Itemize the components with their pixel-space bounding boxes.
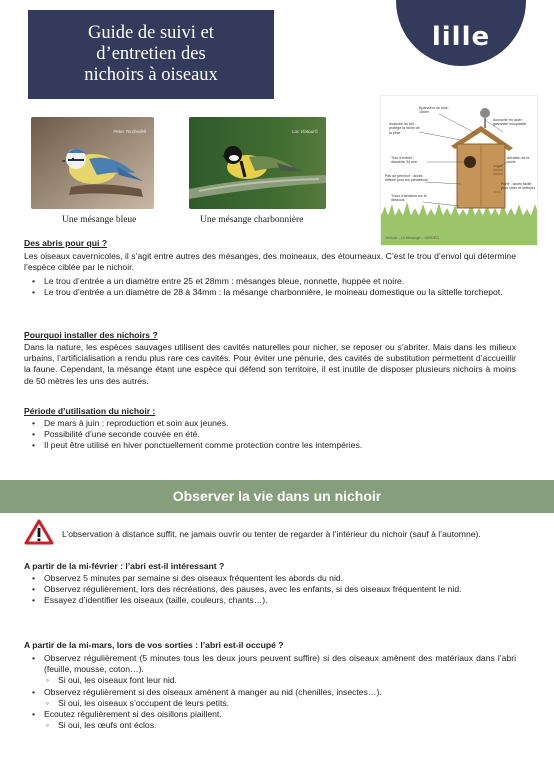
list-item: • Observez régulièrement, lors des récréations, des pauses, avec les enfants, si des oiseaux fréquentent le nid. <box>24 584 516 595</box>
list-item: • Ecoutez régulièrement si des oisillons piaillent. <box>24 709 516 720</box>
lille-logo: lille <box>431 22 491 53</box>
great-tit-photo-credit: Luc Viatour© <box>292 129 318 134</box>
abris-paragraph: Les oiseaux cavernicoles, il s’agit entre autres des mésanges, des moineaux, des étourneaux. C’est le trou d’envol qui détermine l’espèce ciblée par le nichoir. <box>24 251 516 273</box>
list-subitem: ◦ Si oui, les oiseaux s’occupent de leurs petits. <box>24 698 516 709</box>
blue-tit-photo-credit: Peter Torchedell <box>113 129 146 134</box>
section-title-abris: Des abris pour qui ? <box>24 238 108 248</box>
list-item: • Le trou d’entrée a un diamètre entre 25 et 28mm : mésanges bleue, nonnette, huppée et noire. <box>24 276 516 287</box>
blue-tit-photo <box>31 117 154 209</box>
list-item: • De mars à juin : reproduction et soin aux jeunes. <box>24 418 516 429</box>
question-title-mars: A partir de la mi-mars, lors de vos sorties : l’abri est-il occupé ? <box>24 640 284 650</box>
title-line-2: d’entretien des <box>96 44 206 64</box>
diagram-label-aeration: Aération de la niche <box>507 156 530 165</box>
title-line-3: nichoirs à oiseaux <box>84 65 218 85</box>
list-item: • Essayez d’identifier les oiseaux (taille, couleurs, chants…). <box>24 595 516 606</box>
nest-box-diagram <box>380 95 538 246</box>
diagram-label-hole: Trou d’entrée : diamètre 34 mm <box>391 156 417 165</box>
list-subitem: ◦ Si oui, les œufs ont éclos. <box>24 720 516 731</box>
observe-banner <box>0 480 554 513</box>
guide-title-box <box>28 10 274 99</box>
warning-text: L’observation à distance suffit, ne jamais ouvrir ou tenter de regarder à l’intérieur du nichoir (sauf à l’automne). <box>62 529 481 539</box>
diagram-label-vents: Trous d’aération sur le dessous <box>391 194 427 203</box>
list-subitem: ◦ Si oui, les oiseaux font leur nid. <box>24 675 516 686</box>
diagram-label-hook: Accroche en acier galvanisé inoxydable <box>493 118 527 127</box>
diagram-label-roof: Avancée du toit : protège la niche de la pluie <box>389 122 420 135</box>
diagram-label-perch: Pas de perchoir : accès difficile pour les prédateurs <box>385 174 428 183</box>
diagram-label-door: Porte : accès facile pour vider et nettoyer <box>501 182 535 191</box>
section-title-periode: Période d’utilisation du nichoir : <box>24 406 156 416</box>
great-tit-photo <box>189 117 326 209</box>
great-tit-caption: Une mésange charbonnière <box>200 215 304 225</box>
list-item: • Observez régulièrement si des oiseaux amènent à manger au nid (chenilles, insectes…). <box>24 687 516 698</box>
list-item: • Possibilité d’une seconde couvée en été. <box>24 429 516 440</box>
pourquoi-paragraph: Dans la nature, les espèces sauvages utilisent des cavités naturelles pour nicher, se reposer ou s’abriter. Mais dans les milieux urbains, l’artificialisation a rendu plus rare ces cavités. Pour éviter une pénurie, des cavités de substitution permettent d’accueillir la faune. Cependant, la mésange étant une espèce qui défend son territoire, il est inutile de disposer plusieurs nichoirs à moins de 50 mètres les uns des autres. <box>24 342 516 386</box>
list-item: • Le trou d’entrée a un diamètre de 28 à 34mm : la mésange charbonnière, le moineau domestique ou la sittelle torchepot. <box>24 287 516 298</box>
diagram-footer: Vertical – La Mésange – MIRDEO <box>385 236 439 240</box>
fevrier-bullets <box>24 573 516 607</box>
warning-triangle-icon <box>24 519 54 545</box>
banner-title: Observer la vie dans un nichoir <box>172 488 382 505</box>
abris-bullets <box>24 276 516 298</box>
diagram-label-thickness: Épaisseur du bois : 15mm <box>419 106 450 115</box>
list-item: • Observez 5 minutes par semaine si des oiseaux fréquentent les abords du nid. <box>24 573 516 584</box>
list-item: • Il peut être utilisé en hiver ponctuellement comme protection contre les intempéries. <box>24 440 516 451</box>
section-title-pourquoi: Pourquoi installer des nichoirs ? <box>24 330 158 340</box>
title-line-1: Guide de suivi et <box>88 23 214 43</box>
periode-bullets <box>24 418 516 452</box>
blue-tit-caption: Une mésange bleue <box>62 215 137 225</box>
mars-bullets <box>24 653 516 731</box>
list-item: • Observez régulièrement (5 minutes tous les deux jours peuvent suffire) si des oiseaux amènent des matériaux dans l’abri (feuille, mousse, coton…). <box>24 653 516 675</box>
question-title-fevrier: A partir de la mi-février : l’abri est-il intéressant ? <box>24 561 225 571</box>
